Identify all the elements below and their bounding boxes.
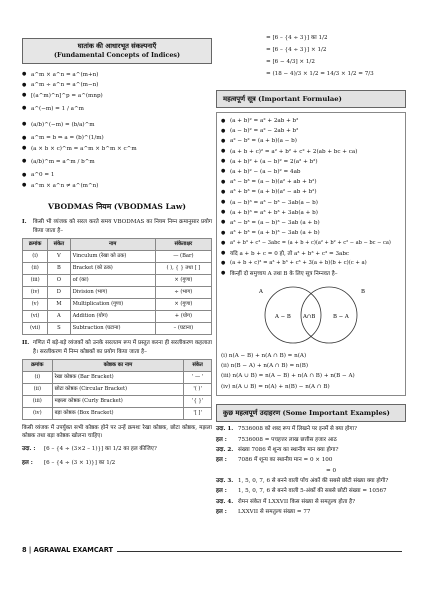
footer-divider: | xyxy=(28,546,34,554)
indices-header xyxy=(22,38,212,64)
bullet-icon: ● xyxy=(221,209,226,216)
table-row: (iii) मझला कोष्ठक (Curly Bracket) '{ }' xyxy=(23,395,212,407)
formula-item: ● a² − b² = (a + b)(a − b) xyxy=(221,137,297,145)
solution-step: = (18 − 4)/3 × 1/2 = 14/3 × 1/2 = 7/3 xyxy=(266,70,374,77)
bullet-icon: ● xyxy=(22,134,27,141)
formula-item: ● (a − b)³ = a³ − b³ − 3ab(a − b) xyxy=(221,199,318,206)
formula-item: ● (a + b)² + (a − b)² = 2(a² + b²) xyxy=(221,158,318,165)
bullet-icon: ● xyxy=(22,171,27,178)
table-row: (i) V Vinculum (रेखा को ठक) — (Bar) xyxy=(23,251,212,263)
example-item: उदा. 2. संख्या 7086 में शून्य का स्थानीय मान क्या होगा? xyxy=(216,446,339,453)
bullet-icon: ● xyxy=(22,71,27,78)
set-formulas xyxy=(221,351,401,392)
table-row: (iii) O of (का) × (गुणा) xyxy=(23,275,212,287)
bullet-icon: ● xyxy=(221,219,226,226)
formula-item: ● a³ − b³ = (a − b)(a² + ab + b²) xyxy=(221,178,317,186)
item-number: II. xyxy=(22,340,30,347)
formula-box xyxy=(216,112,406,396)
table-row: (i) रेखा कोष्ठक (Bar Bracket) ' — ' xyxy=(23,371,212,383)
column-header: संकेताक्षर xyxy=(155,239,211,251)
bullet-icon: ● xyxy=(22,92,27,99)
column-header: संकेत xyxy=(48,239,70,251)
examples-title: कुछ महत्वपूर्ण उदाहरण (Some Important Examples) xyxy=(216,404,406,422)
example-item: उदा. 4. रोमन संकेत में LXXVII किस संख्या से समतुल्य होता है? xyxy=(216,498,356,505)
solution-step: = [6 – {4 ÷ 3}] का 1/2 xyxy=(266,34,328,41)
column-header: क्रमांक xyxy=(23,359,53,371)
bullet-icon: ● xyxy=(221,168,226,175)
item-text: गणित में बड़े-बड़े व्यंजकों को उनके सरलतम रूप में प्रस्तुत करना ही सरलीकरण कहलाता है। सरलीकरण में निम्न कोष्ठकों का प्रयोग किया जाता है– xyxy=(33,340,212,355)
brand-name: AGRAWAL EXAMCART xyxy=(33,546,114,554)
bullet-icon: ● xyxy=(221,148,226,155)
solution-step: = [6 – {4 ÷ 3}] × 1/2 xyxy=(266,46,327,53)
index-law: ● (a × b × c)^m = a^m × b^m × c^m xyxy=(22,145,137,152)
index-law: ● a^(−m) = 1 / a^m xyxy=(22,105,84,112)
bullet-icon: ● xyxy=(22,158,27,165)
table-header-row xyxy=(23,359,212,371)
bullet-icon: ● xyxy=(221,158,226,165)
bracket-paragraph: किसी व्यंजक में उपर्युक्त सभी कोष्ठक होने पर उन्हें क्रमशः रेखा कोष्ठक, छोटा कोष्ठक, मझला कोष्ठक तथा बड़ा कोष्ठक खोलना चाहिए। xyxy=(22,424,212,440)
set-formula: (iv) n(A ∪ B) = n(A) + n(B) − n(A ∩ B) xyxy=(221,383,330,390)
example-solution xyxy=(22,459,212,467)
vbodmas-title: VBODMAS नियम (VBODMAS Law) xyxy=(48,202,186,212)
formula-item: ● यदि a + b + c = 0 हो, तो a³ + b³ + c³ = 3abc xyxy=(221,249,350,257)
formula-item: ● a³ + b³ = (a + b)³ − 3ab (a + b) xyxy=(221,229,320,237)
index-laws-list xyxy=(22,70,212,192)
formula-item: ● a³ + b³ + c³ − 3abc = (a + b + c)(a² + b² + c² − ab − bc − ca) xyxy=(221,239,391,246)
example-item: हल : LXXVII से समतुल्य संख्या = 77 xyxy=(216,509,311,516)
table-row: (iv) बड़ा कोष्ठक (Box Bracket) '[ ]' xyxy=(23,407,212,419)
solution-step: = [6 − 4/3] × 1/2 xyxy=(266,58,315,65)
formula-item: ● (a + b + c)³ = a³ + b³ + c³ + 3(a + b)(b + c)(c + a) xyxy=(221,259,367,267)
example-item: हल : 1, 5, 0, 7, 6 से बनने वाली 5-अंकों की सबसे छोटी संख्या = 10567 xyxy=(216,488,387,495)
column-header: संकेत xyxy=(184,359,212,371)
bullet-icon: ● xyxy=(221,239,226,246)
index-law: ● a^0 = 1 xyxy=(22,171,55,179)
table-row: (iv) D Division (भाग) ÷ (भाग) xyxy=(23,287,212,299)
table-row: (vii) S Subtraction (घटाना) – (घटाना) xyxy=(23,323,212,335)
set-b-label: B xyxy=(361,289,365,296)
index-law: ● [(a^m)^n]^p = a^(mnp) xyxy=(22,92,103,99)
bullet-icon: ● xyxy=(221,229,226,236)
example-item: हल : 7536008 = पचहत्तर लाख छत्तीस हजार आठ xyxy=(216,436,337,443)
bullet-icon: ● xyxy=(221,249,226,256)
table-row: (ii) B Bracket (को ठक) ( ), { } तथा [ ] xyxy=(23,263,212,275)
table-row: (vi) A Addition (योग) + (योग) xyxy=(23,311,212,323)
bullet-icon: ● xyxy=(221,188,226,195)
bracket-table xyxy=(22,359,212,420)
formula-item: ● (a + b)² − (a − b)² = 4ab xyxy=(221,168,301,176)
set-formula: (iii) n(A ∪ B) = n(A − B) + n(A ∩ B) + n(B − A) xyxy=(221,373,355,380)
bullet-icon: ● xyxy=(22,182,27,189)
column-header: नाम xyxy=(70,239,155,251)
indices-header-hindi: घातांक की आधारभूत संकल्पनाएँ xyxy=(77,42,157,50)
examples-list xyxy=(216,425,406,517)
table-header-row xyxy=(23,239,212,251)
column-header: कोष्ठक का नाम xyxy=(52,359,184,371)
bullet-icon: ● xyxy=(221,178,226,185)
index-law: ● (a/b)^m = a^m / b^m xyxy=(22,158,95,165)
solution-text: [6 – {4 ÷ (3 × 1)}] का 1/2 xyxy=(44,460,116,467)
set-formula: (i) n(A − B) + n(A ∩ B) = n(A) xyxy=(221,353,307,360)
formula-item: ● a³ − b³ = (a − b)³ − 3ab (a + b) xyxy=(221,219,320,226)
formula-item: ● a³ + b³ = (a + b)(a² − ab + b²) xyxy=(221,188,317,196)
example-item: उदा. 3. 1, 5, 0, 7, 6 से बनने वाली पाँच अंकों की सबसे छोटी संख्या क्या होगी? xyxy=(216,478,389,485)
example-item: = 0 xyxy=(326,467,337,474)
column-header: क्रमांक xyxy=(23,239,48,251)
example-question xyxy=(22,445,212,453)
solution-label: हल : xyxy=(22,460,33,467)
index-law: ● a^m × a^n ≠ a^(m^n) xyxy=(22,182,99,189)
bullet-icon: ● xyxy=(221,260,226,267)
formula-item: ● (a + b)² = a² + 2ab + b² xyxy=(221,117,299,125)
formula-title: महत्वपूर्ण सूत्र (Important Formulae) xyxy=(216,90,406,108)
example-item: हल : 7086 में शून्य का स्थानीय मान = 0 × 100 xyxy=(216,457,333,464)
formula-item: ● (a − b)² = a² − 2ab + b² xyxy=(221,127,299,135)
footer-text xyxy=(22,546,117,554)
bullet-icon: ● xyxy=(221,137,226,144)
table-row: (v) M Multiplication (गुणा) × (गुणा) xyxy=(23,299,212,311)
bullet-icon: ● xyxy=(22,81,27,88)
venn-diagram xyxy=(221,281,401,349)
bullet-icon: ● xyxy=(22,145,27,152)
item-text: किसी भी व्यंजक को सरल करते समय VBODMAS का नियम निम्न क्रमानुसार प्रयोग किया जाता है– xyxy=(33,219,212,234)
solution-steps xyxy=(216,32,406,80)
bullet-icon: ● xyxy=(22,121,27,128)
formula-item: ● (a + b)³ = a³ + b³ + 3ab(a + b) xyxy=(221,209,318,216)
bullet-icon: ● xyxy=(22,105,27,112)
venn-only-b: B − A xyxy=(333,314,349,321)
example-text: [6 – {4 ÷ (3×2 – 1)}] का 1/2 का हल कीजिए? xyxy=(44,445,157,452)
index-law: ● (a/b)^(−m) = (b/a)^m xyxy=(22,121,95,128)
bullet-icon: ● xyxy=(221,127,226,134)
index-law: ● a^m ÷ a^n = a^(m−n) xyxy=(22,81,99,89)
indices-header-english: (Fundamental Concepts of Indices) xyxy=(53,50,181,59)
vbodmas-item-1 xyxy=(22,218,212,235)
right-column xyxy=(216,32,406,519)
formula-item: ● किन्हीं दो समुच्चय A तथा B के लिए सूत्र निम्नवत है– xyxy=(221,270,338,277)
page-number: 8 xyxy=(22,546,27,554)
bullet-icon: ● xyxy=(221,199,226,206)
vbodmas-table xyxy=(22,238,212,335)
index-law: ● a^m × a^n = a^(m+n) xyxy=(22,71,99,78)
formula-item: ● (a + b + c)² = a² + b² + c² + 2(ab + bc + ca) xyxy=(221,148,358,155)
venn-intersection: A∩B xyxy=(303,314,316,321)
table-row: (ii) छोटा कोष्ठक (Circular Bracket) '( )' xyxy=(23,383,212,395)
left-column xyxy=(22,38,212,470)
set-a-label: A xyxy=(259,289,263,296)
bullet-icon: ● xyxy=(221,117,226,124)
venn-only-a: A − B xyxy=(275,314,291,321)
index-law: ● a^m = b ⇒ a = (b)^(1/m) xyxy=(22,134,104,142)
example-label: उदा. : xyxy=(22,445,36,452)
page-footer xyxy=(0,546,424,558)
item-number: I. xyxy=(22,219,27,226)
set-formula: (ii) n(B − A) + n(A ∩ B) = n(B) xyxy=(221,363,309,370)
bullet-icon: ● xyxy=(221,270,226,277)
vbodmas-item-2 xyxy=(22,339,212,356)
example-item: उदा. 1. 7536008 को शब्द रूप में लिखने पर इनमें से क्या होगा? xyxy=(216,426,358,433)
